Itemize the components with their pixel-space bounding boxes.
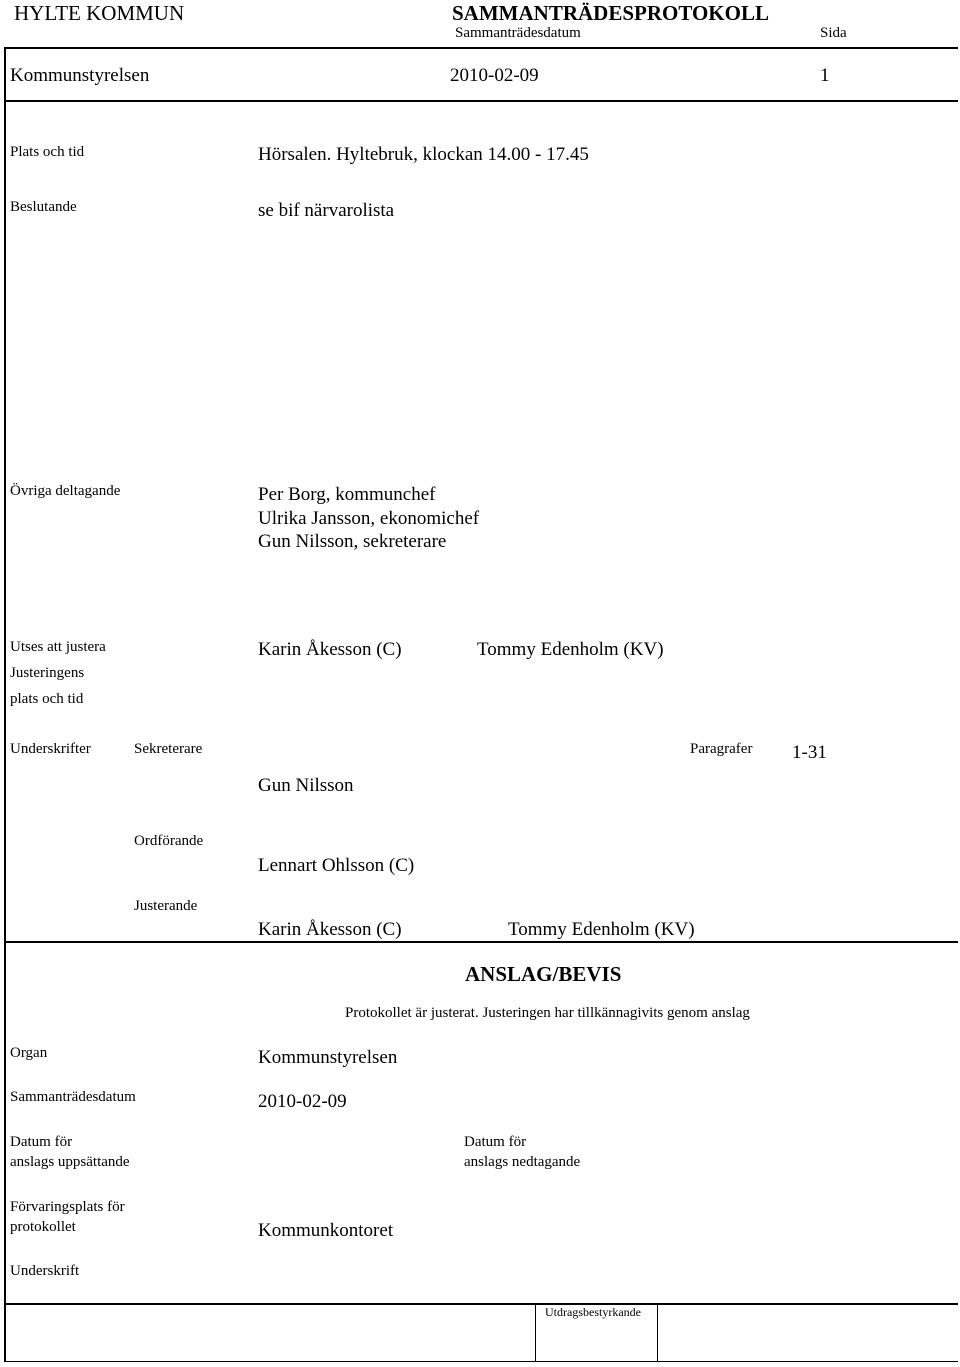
notice-rule — [4, 1303, 958, 1305]
adjuster-name: Karin Åkesson (C) — [258, 639, 402, 660]
adjust-place-label: plats och tid — [10, 691, 84, 707]
notice-title: ANSLAG/BEVIS — [465, 962, 622, 986]
header-rule — [4, 47, 958, 49]
adjust-label: Utses att justera — [10, 639, 106, 655]
chair-label: Ordförande — [134, 833, 204, 849]
paragraphs-label: Paragrafer — [690, 741, 753, 757]
bottom-rule — [4, 1361, 958, 1362]
left-border — [4, 47, 6, 1362]
posting-date-label: anslags uppsättande — [10, 1154, 130, 1170]
deciders-label: Beslutande — [10, 199, 77, 215]
notice-date-label: Sammanträdesdatum — [10, 1089, 136, 1105]
committee-rule — [4, 100, 958, 102]
page-number: 1 — [820, 65, 830, 86]
removal-date-label: anslags nedtagande — [464, 1154, 581, 1170]
organ-label: Organ — [10, 1045, 48, 1061]
certification-box-right — [657, 1303, 658, 1361]
organ-value: Kommunstyrelsen — [258, 1047, 398, 1068]
adjuster-signature-name: Karin Åkesson (C) — [258, 919, 402, 940]
notice-statement: Protokollet är justerat. Justeringen har tillkännagivits genom anslag — [345, 1005, 750, 1021]
adjust-place-label: Justeringens — [10, 665, 85, 681]
document-title: SAMMANTRÄDESPROTOKOLL — [452, 1, 769, 25]
posting-date-label: Datum för — [10, 1134, 73, 1150]
signatures-label: Underskrifter — [10, 741, 91, 757]
deciders-value: se bif närvarolista — [258, 200, 395, 221]
storage-label: protokollet — [10, 1219, 76, 1235]
other-participant: Gun Nilsson, sekreterare — [258, 531, 447, 552]
removal-date-label: Datum för — [464, 1134, 527, 1150]
committee-name: Kommunstyrelsen — [10, 65, 150, 86]
meeting-date: 2010-02-09 — [450, 65, 539, 86]
storage-value: Kommunkontoret — [258, 1220, 394, 1241]
storage-label: Förvaringsplats för — [10, 1199, 125, 1215]
certification-box-left — [535, 1303, 536, 1361]
notice-date-value: 2010-02-09 — [258, 1091, 347, 1112]
chair-name: Lennart Ohlsson (C) — [258, 855, 415, 876]
signature-label: Underskrift — [10, 1263, 80, 1279]
adjuster-signature-name: Tommy Edenholm (KV) — [508, 919, 695, 940]
municipality-name: HYLTE KOMMUN — [14, 1, 185, 25]
place-value: Hörsalen. Hyltebruk, klockan 14.00 - 17.45 — [258, 144, 589, 165]
other-participant: Ulrika Jansson, ekonomichef — [258, 508, 480, 529]
header-date-label: Sammanträdesdatum — [455, 25, 581, 41]
signatures-rule — [4, 941, 958, 943]
secretary-label: Sekreterare — [134, 741, 203, 757]
other-participant: Per Borg, kommunchef — [258, 484, 436, 505]
others-label: Övriga deltagande — [10, 483, 121, 499]
paragraphs-value: 1-31 — [792, 742, 827, 763]
adjuster-name: Tommy Edenholm (KV) — [477, 639, 664, 660]
place-label: Plats och tid — [10, 144, 85, 160]
header-page-label: Sida — [820, 25, 847, 41]
adjusters-label: Justerande — [134, 898, 198, 914]
secretary-name: Gun Nilsson — [258, 775, 354, 796]
certification-label: Utdragsbestyrkande — [545, 1305, 641, 1319]
